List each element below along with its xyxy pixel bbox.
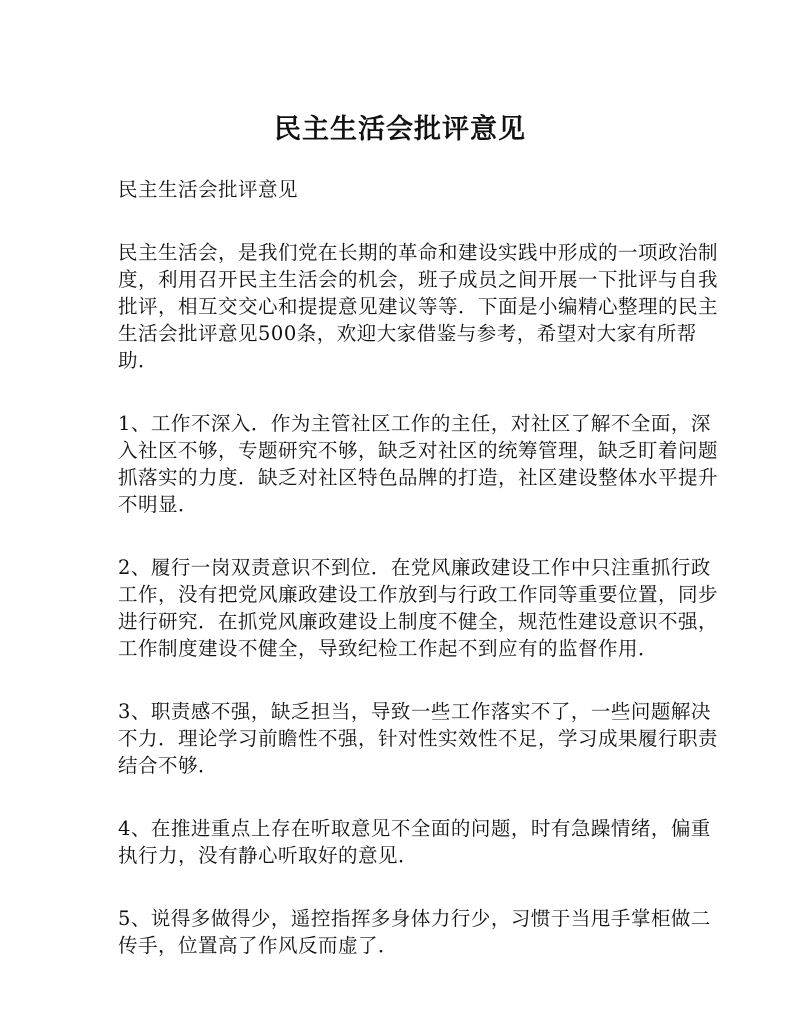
document-body (118, 176, 718, 995)
intro-paragraph: 民主生活会，是我们党在长期的革命和建设实践中形成的一项政治制度，利用召开民主生活会的机会，班子成员之间开展一下批评与自我批评，相互交交心和提提意见建议等等．下面是小编精心整理的民主生活会批评意见500条，欢迎大家借鉴与参考，希望对大家有所帮助． (118, 241, 719, 372)
criticism-item-1: 1、工作不深入．作为主管社区工作的主任，对社区了解不全面，深入社区不够，专题研究不够，缺乏对社区的统筹管理，缺乏盯着问题抓落实的力度．缺乏对社区特色品牌的打造，社区建设整体水平提升不明显． (118, 412, 719, 516)
criticism-item-4: 4、在推进重点上存在听取意见不全面的问题，时有急躁情绪，偏重执行力，没有静心听取好的意见． (118, 817, 711, 867)
criticism-item-2: 2、履行一岗双责意识不到位．在党风廉政建设工作中只注重抓行政工作，没有把党风廉政建设工作放到与行政工作同等重要位置，同步进行研究．在抓党风廉政建设上制度不健全，规范性建设意识不强，工作制度建设不健全，导致纪检工作起不到应有的监督作用． (118, 556, 719, 660)
document-title: 民主生活会批评意见 (274, 114, 526, 145)
document-subtitle: 民主生活会批评意见 (118, 178, 299, 201)
criticism-item-3: 3、职责感不强，缺乏担当，导致一些工作落实不了，一些问题解决不力．理论学习前瞻性不强，针对性实效性不足，学习成果履行职责结合不够． (118, 700, 719, 777)
criticism-item-5: 5、说得多做得少，遥控指挥多身体力行少，习惯于当甩手掌柜做二传手，位置高了作风反而虚了． (118, 907, 711, 957)
